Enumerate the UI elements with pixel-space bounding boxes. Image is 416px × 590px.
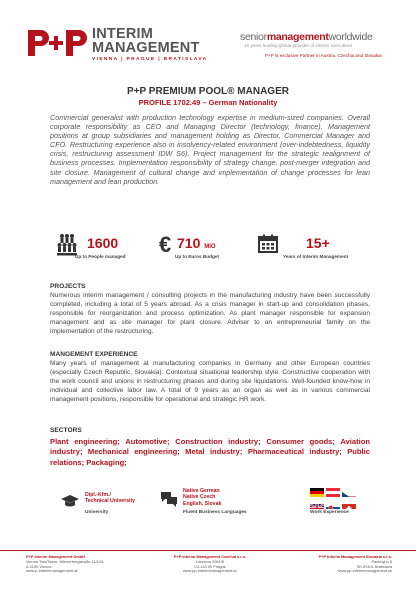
language-line-2: Native Czech	[183, 494, 216, 501]
footer-bratislava-line-2: SK-81101 Bratislava	[356, 563, 392, 569]
footer-divider	[0, 550, 416, 551]
sectors-heading: SECTORS	[50, 427, 82, 434]
languages-list	[183, 488, 221, 507]
footer-bratislava-line-1: Paulínyho 8	[371, 558, 392, 564]
smw-tagline: 15 years leading global provider of interim executives	[244, 43, 353, 48]
footer-vienna-web[interactable]: www.p-interimmanagement.at	[26, 568, 78, 574]
stat-value-budget-number: 710	[177, 235, 201, 251]
logo-wordmark	[92, 27, 200, 55]
stat-label-budget: Up to Euros Budget	[175, 254, 220, 259]
stat-label-people: Up to People managed	[75, 254, 126, 259]
footer-vienna-line-2: A-1100 Vienna	[26, 563, 52, 569]
stat-value-people: 1600	[87, 235, 119, 251]
czech-flag-icon	[342, 488, 356, 497]
footer-bratislava-web[interactable]: www.pp-interimmanagement.sk	[337, 568, 392, 574]
intro-summary: Commercial generalist with production technology expertise in medium-sized companies. Overall corporate responsibility as CEO and Managing Director (technology, finance). Management positions at group subsidiaries and management holding as Director, Commercial Manager and CFO. Restructuring experience also in insolvency-related environment (over-indebtedness, liquidity crisis, restructuring assessment IDW S6). Project management for the strategic realignment of business processes. Implementation responsibility of strategy change, post-merger integration and site closure. Management of cultural change and implementation of change processes for lean management and lean production.	[50, 113, 370, 186]
footer-prague-web[interactable]: www.pp-interimmanagement.cz	[182, 568, 238, 574]
header	[0, 0, 416, 78]
smw-logo	[240, 31, 373, 43]
logo-line-1: INTERIM	[92, 26, 154, 42]
footer-prague-line-2: CZ-110 00 Prague	[194, 563, 226, 569]
projects-body: Numerous interim management / consulting projects in the manufacturing industry have been successfully completed, including a total of 5 years abroad. As a crisis manager in start-up and consolidation phases, responsible for reorganization and process optimization. As plant manager responsible for expansion management and as site manager for plant closure. Adviser to an entrepreneurial family on the implementation of the restructuring.	[50, 292, 370, 335]
stat-value-years: 15+	[306, 235, 330, 251]
stat-label-years: Years of Interim Management	[283, 254, 349, 259]
stat-value-budget	[177, 235, 216, 251]
footer-address-bratislava	[296, 555, 392, 574]
footer-address-prague	[160, 555, 260, 574]
calendar-icon	[258, 234, 278, 253]
footer-bratislava-name: P+P Interim Management Slovakia s.r.o.	[318, 554, 392, 559]
language-line-1: Native German	[183, 488, 220, 494]
language-line-3: English, Slovak	[183, 500, 222, 507]
footer-prague-line-1: Lannova 2061/8	[196, 558, 224, 564]
speech-bubbles-icon	[160, 491, 178, 508]
slovakia-flag-icon	[326, 500, 340, 509]
logo-cities: VIENNA | PRAGUE | BRATISLAVA	[92, 57, 208, 62]
smw-bold: management	[266, 31, 329, 43]
work-experience-label: Work Experience	[310, 510, 349, 515]
experience-body: Many years of management at manufacturing companies in Germany and other European countries (especially Czech Republic, Slovakia). Contextual situational leadership style. Constructive cooperation with the work council and unions in restructuring phases and during site liquidations. Well-founded know-how in individual and collective labor law. A total of 9 years as an organ as well as in various commercial management positions, responsible for operational and strategic HR work.	[50, 360, 370, 403]
switzerland-flag-icon	[342, 500, 356, 509]
euro-icon: €	[159, 232, 172, 257]
education-label: University	[85, 510, 109, 515]
sectors-body: Plant engineering; Automotive; Construction industry; Consumer goods; Aviation industry; Mechanical engineering; Metal industry; Pharmaceutical industry; Public relations; Packaging;	[50, 437, 370, 467]
smw-light: senior	[240, 31, 267, 43]
page-title: P+P PREMIUM POOL® MANAGER	[127, 86, 289, 97]
profile-subtitle: PROFILE 1702.49 – German Nationality	[138, 98, 278, 107]
footer-address-vienna	[26, 555, 104, 574]
stat-value-budget-unit: MIO	[204, 244, 216, 250]
austria-flag-icon	[326, 488, 340, 497]
education-line-2: Technical University	[85, 498, 136, 505]
footer-prague-name: P+P Interim Management Czechia s.r.o.	[173, 554, 247, 559]
footer-vienna-line-1: Vienna TwinTower, Wienerbergstraße 11/12A	[26, 558, 104, 564]
logo-line-2: MANAGEMENT	[92, 40, 200, 56]
uk-flag-icon	[310, 500, 324, 509]
education-degree	[85, 492, 135, 505]
smw-end: worldwide	[328, 31, 373, 43]
education-line-1: Dipl.-Kfm./	[85, 492, 111, 498]
germany-flag-icon	[310, 488, 324, 497]
projects-heading: PROJECTS	[50, 283, 86, 290]
pp-logo-icon	[26, 28, 92, 58]
languages-label: Fluent Business Languages	[183, 510, 247, 515]
footer-vienna-name: P+P Interim Management GmbH	[26, 554, 86, 559]
experience-heading: MANGEMENT EXPERIENCE	[50, 351, 138, 358]
smw-partner: P+P is exclusive Partner in Austria, Czechia and Slovakia	[265, 53, 382, 58]
graduation-cap-icon	[60, 494, 80, 508]
